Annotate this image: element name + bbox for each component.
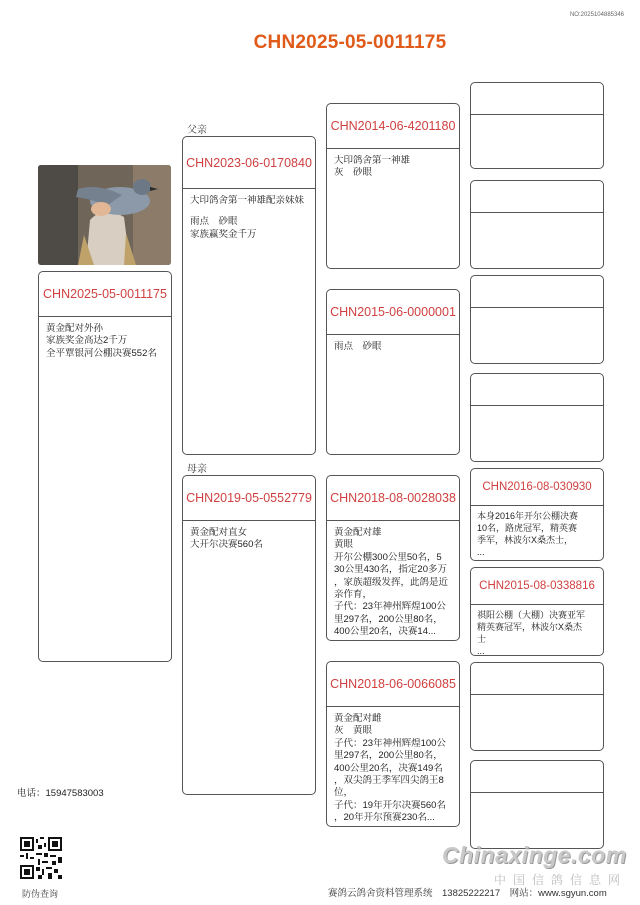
note-line: 30公里430名，指定20多万 [334, 564, 447, 576]
note-line: 全平覃银河公棚决赛552名 [46, 347, 157, 359]
dam-sire-sire-card [470, 468, 604, 561]
subject-notes [39, 317, 171, 366]
note-line: 雨点 砂眼 [334, 341, 382, 352]
note-line: 黄金配对直女 [190, 527, 248, 538]
mother-label: 母亲 [187, 464, 207, 475]
subject-card [38, 271, 172, 662]
sire-dam-ring: CHN2015-06-0000001 [327, 290, 459, 335]
watermark-brand: Chinaxinge.com [442, 842, 627, 868]
box-divider [471, 307, 603, 308]
sire-sire-ring: CHN2014-06-4201180 [327, 104, 459, 149]
note-line: 里297名，200公里80名， [334, 750, 443, 762]
watermark-cn: 中国信鸽信息网 [494, 873, 628, 887]
note-line: 大印鸽舍第一神雄 [334, 155, 411, 166]
empty-pedigree-box [470, 373, 604, 462]
note-line: 家族赢奖金千万 [190, 228, 257, 240]
note-line: ，双尖鸽王季军四尖鸽王8 [334, 775, 444, 787]
dam-sire-dam-notes [471, 605, 603, 656]
note-line: ，家族超级发挥，此鸽是近 [334, 576, 449, 588]
empty-pedigree-box [470, 275, 604, 364]
box-divider [471, 405, 603, 406]
note-line: 黄金配对外孙 [46, 323, 104, 334]
note-line: 精英赛冠军，林波尔X桑杰 [477, 622, 583, 632]
dam-dam-notes [327, 707, 459, 827]
father-label: 父亲 [187, 125, 207, 136]
sire-card [182, 136, 316, 455]
qr-code-icon[interactable] [20, 837, 62, 879]
sire-ring: CHN2023-06-0170840 [183, 137, 315, 189]
dam-sire-notes [327, 521, 459, 641]
dam-sire-sire-notes [471, 506, 603, 561]
note-line: 灰 黄眼 [334, 725, 373, 737]
sire-dam-notes [327, 335, 459, 359]
serial-number: NO:2025104885346 [569, 12, 624, 18]
note-line: 黄眼 [334, 539, 354, 551]
note-line: 本身2016年开尔公棚决赛 [477, 511, 579, 521]
page-title: CHN2025-05-0011175 [253, 32, 447, 53]
note-line: 开尔公棚300公里50名，5 [334, 551, 442, 563]
note-line: 10名，路虎冠军，精英赛 [477, 523, 578, 533]
note-line: 子代：19年开尔决赛560名 [334, 799, 446, 811]
empty-pedigree-box [470, 760, 604, 849]
note-line: 灰 砂眼 [334, 167, 373, 179]
phone-number: 电话：15947583003 [17, 788, 104, 799]
box-divider [471, 694, 603, 695]
note-line: 祺阳公棚（大棚）决赛亚军 [477, 610, 586, 620]
note-line: 亲作育， [334, 589, 373, 601]
sire-sire-notes [327, 149, 459, 186]
box-divider [471, 114, 603, 115]
subject-ring: CHN2025-05-0011175 [39, 272, 171, 317]
note-line: 大印鸽舍第一神雄配亲妹妹 [190, 195, 305, 206]
empty-pedigree-box [470, 180, 604, 269]
pigeon-photo [38, 165, 171, 265]
note-spacer [190, 207, 308, 216]
note-line: 大开尔决赛560名 [190, 539, 263, 551]
note-line: 400公里20名，决赛14... [334, 626, 436, 638]
note-line: 400公里20名，决赛149名 [334, 762, 443, 774]
note-line: 黄金配对雄 [334, 527, 382, 538]
sire-notes [183, 189, 315, 247]
dam-sire-dam-card [470, 567, 604, 656]
dam-sire-card [326, 475, 460, 641]
dam-dam-ring: CHN2018-06-0066085 [327, 662, 459, 707]
note-line: 雨点 砂眼 [190, 216, 238, 228]
dam-ring: CHN2019-05-0552779 [183, 476, 315, 521]
note-line: 季军，林波尔X桑杰士， [477, 535, 574, 545]
note-line: ... [477, 547, 485, 557]
note-line: 位， [334, 787, 354, 799]
sire-dam-card [326, 289, 460, 455]
note-line: 士 [477, 634, 487, 644]
note-line: 里297名，200公里80名， [334, 613, 443, 625]
note-line: 子代：23年神州辉煌100公 [334, 601, 446, 613]
box-divider [471, 792, 603, 793]
box-divider [471, 212, 603, 213]
qr-label: 防伪查询 [22, 889, 59, 899]
dam-sire-sire-ring: CHN2016-08-030930 [471, 469, 603, 506]
dam-sire-dam-ring: CHN2015-08-0338816 [471, 568, 603, 605]
empty-pedigree-box [470, 82, 604, 169]
empty-pedigree-box [470, 662, 604, 751]
note-line: 家族奖金高达2千万 [46, 335, 128, 347]
note-line: ，20年开尔预赛230名... [334, 812, 435, 824]
note-line: 黄金配对雌 [334, 713, 382, 724]
footer-text: 赛鸽云鸽舍资料管理系统 13825222217 网站：www.sgyun.com [328, 888, 607, 899]
dam-sire-ring: CHN2018-08-0028038 [327, 476, 459, 521]
dam-dam-card [326, 661, 460, 827]
dam-card [182, 475, 316, 795]
sire-sire-card [326, 103, 460, 269]
dam-notes [183, 521, 315, 558]
note-line: 子代：23年神州辉煌100公 [334, 737, 446, 749]
note-line: ... [477, 646, 485, 656]
